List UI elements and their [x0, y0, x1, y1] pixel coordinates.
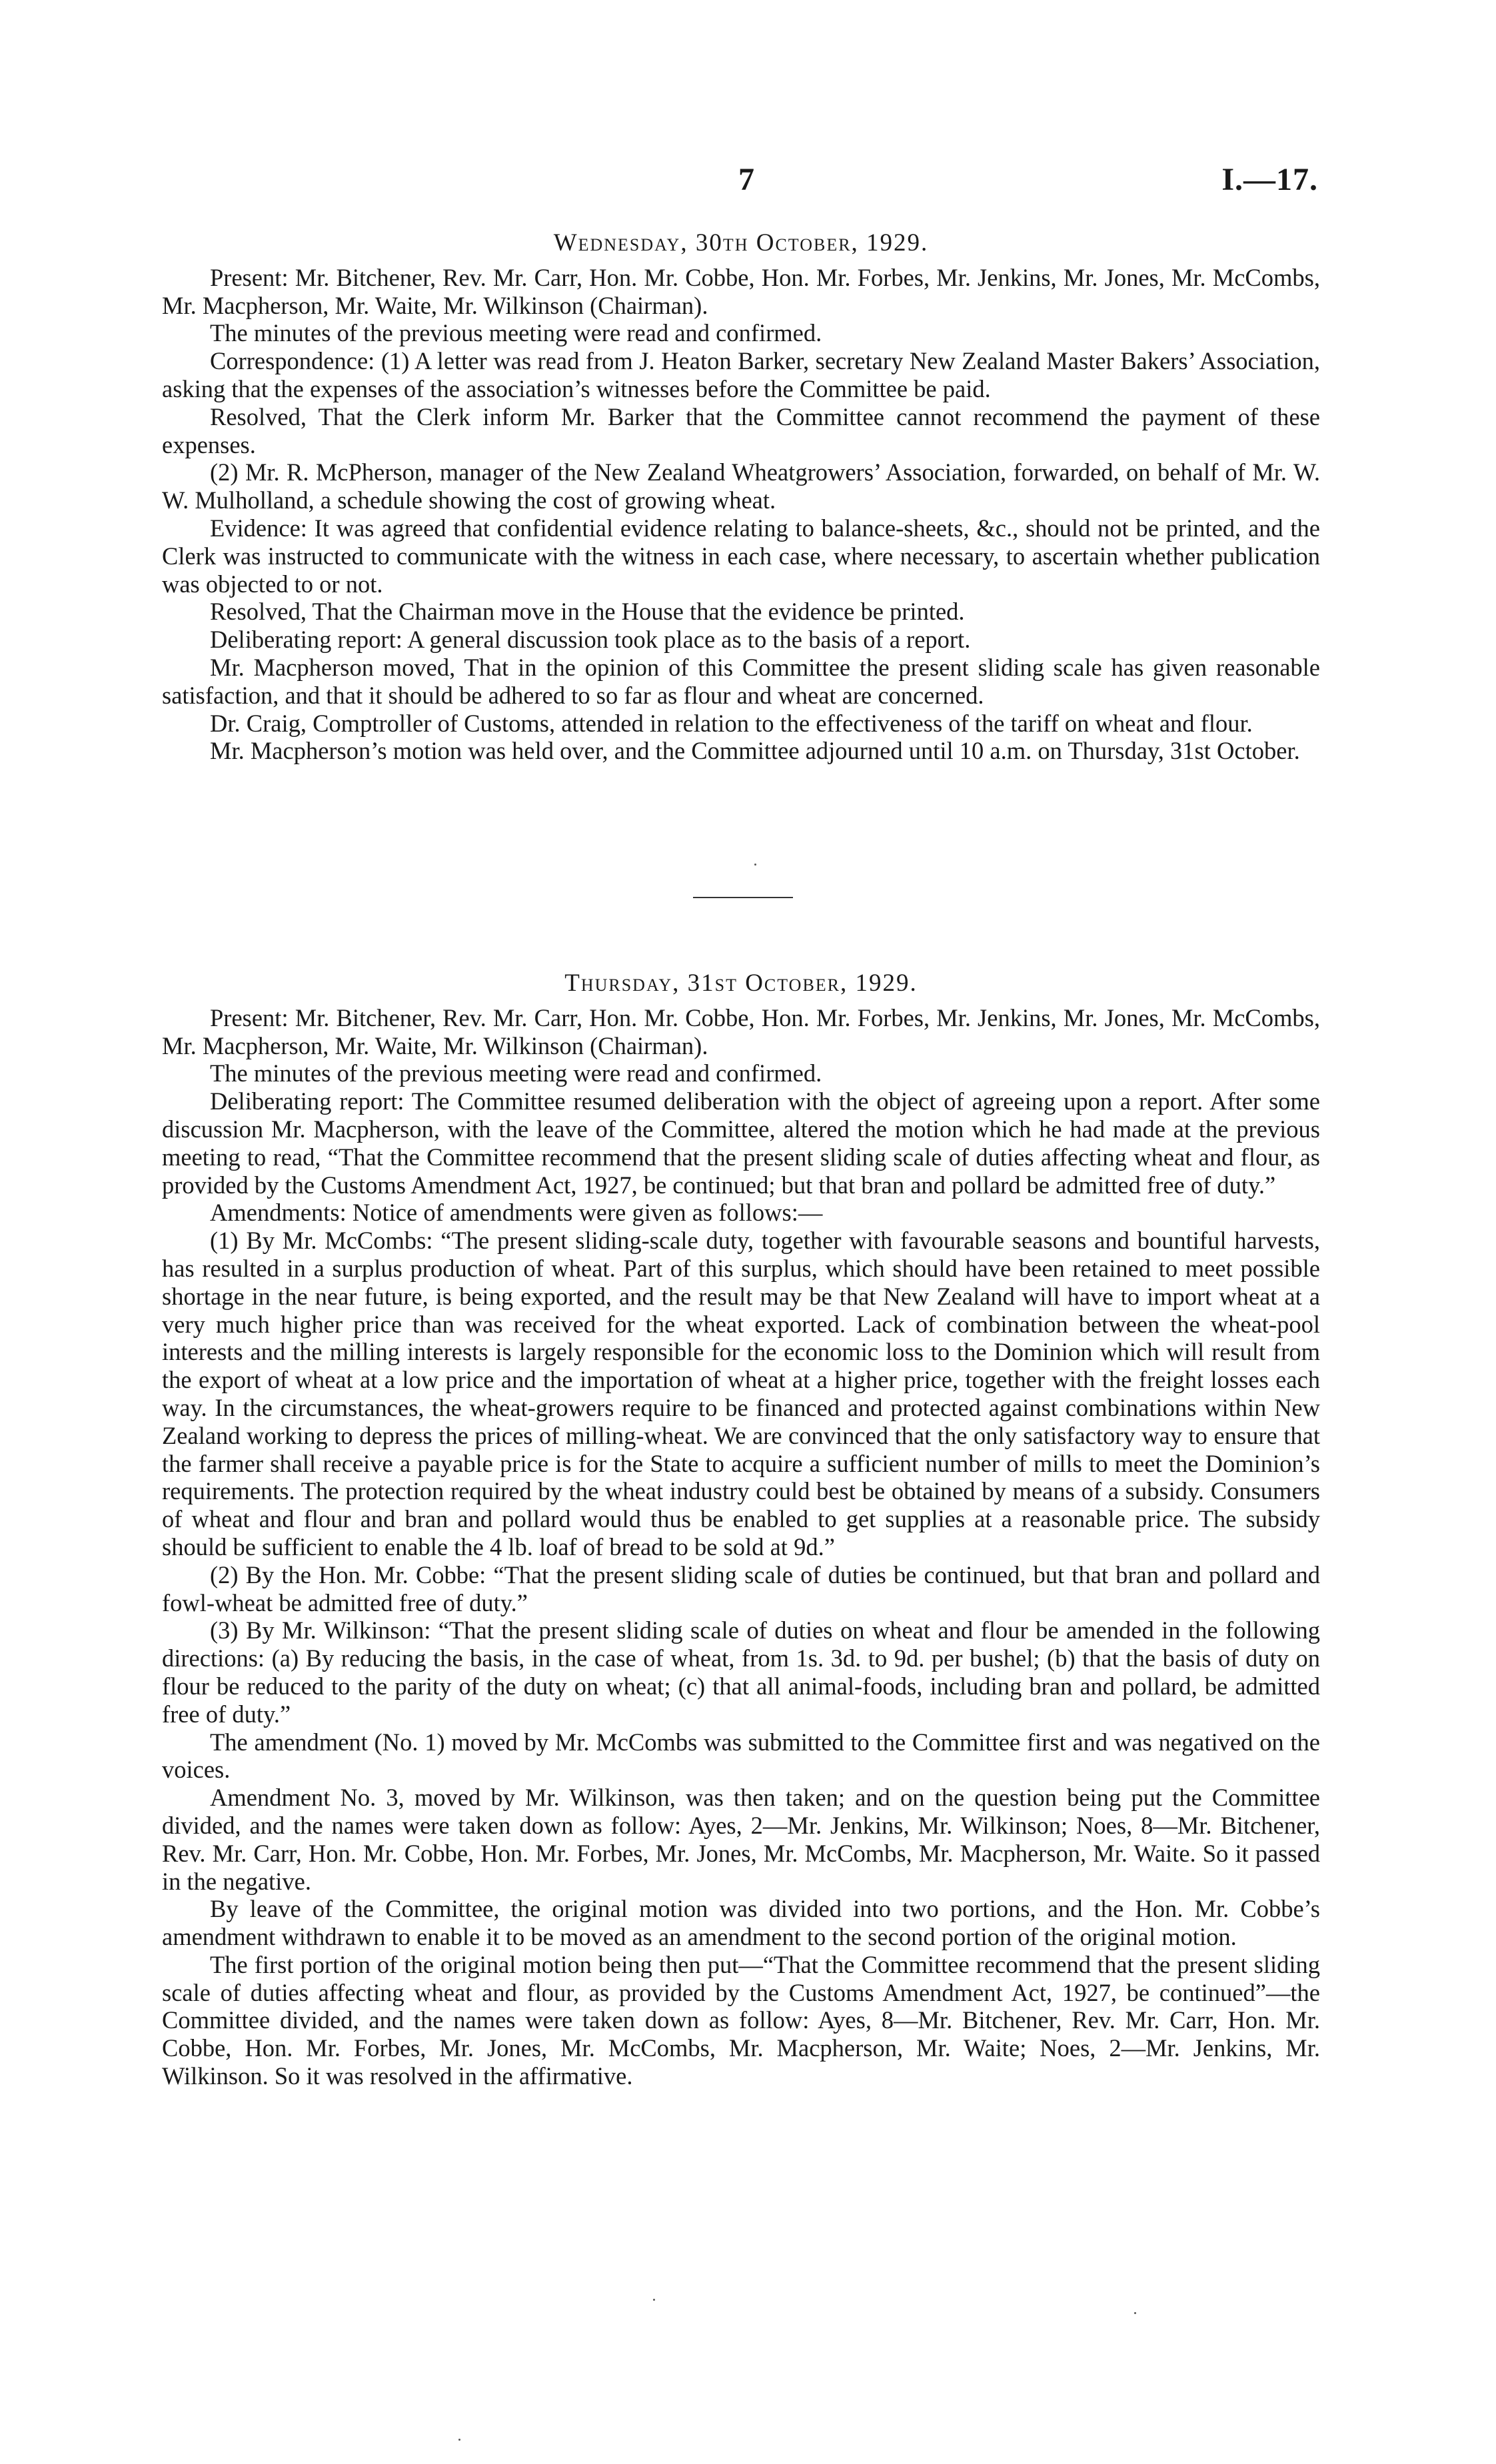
section-divider	[693, 897, 793, 898]
minutes-paragraph: The minutes of the previous meeting were read and confirmed.	[210, 1059, 822, 1087]
motion-division-paragraph: By leave of the Committee, the original motion was divided into two portions, and the Hon. Mr. Cobbe’s amendment withdrawn to enable it to be moved as an amendment to the second portion of the original motion.	[162, 1895, 1320, 1951]
amendment-2-paragraph: (2) By the Hon. Mr. Cobbe: “That the present sliding scale of duties be continued, but that bran and pollard and fowl-wheat be admitted free of duty.”	[162, 1560, 1320, 1616]
present-paragraph: Present: Mr. Bitchener, Rev. Mr. Carr, Hon. Mr. Cobbe, Hon. Mr. Forbes, Mr. Jenkins, Mr. Jones, Mr. McCombs, Mr. Macpherson, Mr. Waite, Mr. Wilkinson (Chairman).	[162, 263, 1320, 319]
deliberating-report-paragraph: Deliberating report: The Committee resumed deliberation with the object of agreeing upon a report. After some discussion Mr. Macpherson, with the leave of the Committee, altered the motion which he had made at the previous meeting to read, “That the Committee recommend that the present sliding scale of duties affecting wheat and flour, as provided by the Customs Amendment Act, 1927, be continued; but that bran and pollard be admitted free of duty.”	[162, 1087, 1320, 1199]
present-paragraph: Present: Mr. Bitchener, Rev. Mr. Carr, Hon. Mr. Cobbe, Hon. Mr. Forbes, Mr. Jenkins, Mr. Jones, Mr. McCombs, Mr. Macpherson, Mr. Waite, Mr. Wilkinson (Chairman).	[162, 1003, 1320, 1059]
paper-speck	[458, 2439, 460, 2441]
attendance-paragraph: Dr. Craig, Comptroller of Customs, attended in relation to the effectiveness of the tariff on wheat and flour.	[210, 709, 1253, 737]
correspondence-paragraph: Correspondence: (1) A letter was read from J. Heaton Barker, secretary New Zealand Master Bakers’ Association, asking that the expenses of the association’s witnesses before the Committee be paid.	[162, 347, 1320, 402]
deliberating-report-paragraph: Deliberating report: A general discussion took place as to the basis of a report.	[210, 626, 971, 654]
paper-speck	[653, 2299, 655, 2301]
paper-speck	[754, 864, 756, 866]
correspondence-item-paragraph: (2) Mr. R. McPherson, manager of the New Zealand Wheatgrowers’ Association, forwarded, on behalf of Mr. W. W. Mulholland, a schedule showing the cost of growing wheat.	[162, 458, 1320, 514]
paper-speck	[1134, 2312, 1136, 2314]
page-number: 7	[738, 162, 754, 197]
resolution-paragraph: Resolved, That the Chairman move in the House that the evidence be printed.	[210, 598, 965, 626]
first-portion-division-paragraph: The first portion of the original motion being then put—“That the Committee recommend that the present sliding scale of duties affecting wheat and flour, as provided by the Customs Amendment Act, 1927, be continued”—the Committee divided, and the names were taken down as follow: Ayes, 8—Mr. Bitchener, Rev. Mr. Carr, Hon. Mr. Cobbe, Hon. Mr. Forbes, Mr. Jones, Mr. McCombs, Mr. Macpherson, Mr. Waite; Noes, 2—Mr. Jenkins, Mr. Wilkinson. So it was resolved in the affirmative.	[162, 1950, 1320, 2090]
document-reference: I.—17.	[1221, 162, 1318, 197]
minutes-paragraph: The minutes of the previous meeting were read and confirmed.	[210, 319, 822, 347]
amendment-1-result-paragraph: The amendment (No. 1) moved by Mr. McCombs was submitted to the Committee first and was negatived on the voices.	[162, 1728, 1320, 1784]
meeting-date-heading: Thursday, 31st October, 1929.	[564, 969, 918, 997]
motion-paragraph: Mr. Macpherson moved, That in the opinion of this Committee the present sliding scale has given reasonable satisfaction, and that it should be adhered to so far as flour and wheat are concerned.	[162, 653, 1320, 709]
meeting-wednesday-30-october	[162, 229, 1320, 765]
meeting-thursday-31-october	[162, 969, 1320, 2090]
amendments-notice-paragraph: Amendments: Notice of amendments were given as follows:—	[210, 1199, 823, 1227]
evidence-paragraph: Evidence: It was agreed that confidential evidence relating to balance-sheets, &c., should not be printed, and the Clerk was instructed to communicate with the witness in each case, where necessary, to ascertain whether publication was objected to or not.	[162, 514, 1320, 598]
amendment-3-division-paragraph: Amendment No. 3, moved by Mr. Wilkinson, was then taken; and on the question being put the Committee divided, and the names were taken down as follow: Ayes, 2—Mr. Jenkins, Mr. Wilkinson; Noes, 8—Mr. Bitchener, Rev. Mr. Carr, Hon. Mr. Cobbe, Hon. Mr. Forbes, Mr. Jones, Mr. McCombs, Mr. Macpherson, Mr. Waite. So it passed in the negative.	[162, 1784, 1320, 1895]
amendment-1-paragraph: (1) By Mr. McCombs: “The present sliding-scale duty, together with favourable seasons and bountiful harvests, has resulted in a surplus production of wheat. Part of this surplus, which should have been retained to meet possible shortage in the near future, is being exported, and the result may be that New Zealand will have to import wheat at a very much higher price than was received for the wheat exported. Lack of combination between the wheat-pool interests and the milling interests is largely responsible for the economic loss to the Dominion which will result from the export of wheat at a low price and the importation of wheat at a higher price, together with the freight losses each way. In the circumstances, the wheat-growers require to be financed and protected against combinations within New Zealand working to depress the prices of milling-wheat. We are convinced that the only satisfactory way to ensure that the farmer shall receive a payable price is for the State to acquire a sufficient number of mills to meet the Dominion’s requirements. The protection required by the wheat industry could best be obtained by means of a subsidy. Consumers of wheat and flour and bran and pollard would thus be enabled to get supplies at a reasonable price. The subsidy should be sufficient to enable the 4 lb. loaf of bread to be sold at 9d.”	[162, 1227, 1320, 1560]
meeting-date-heading: Wednesday, 30th October, 1929.	[553, 229, 929, 257]
adjournment-paragraph: Mr. Macpherson’s motion was held over, and the Committee adjourned until 10 a.m. on Thursday, 31st October.	[210, 737, 1300, 765]
resolution-paragraph: Resolved, That the Clerk inform Mr. Barker that the Committee cannot recommend the payment of these expenses.	[162, 402, 1320, 458]
amendment-3-paragraph: (3) By Mr. Wilkinson: “That the present sliding scale of duties on wheat and flour be amended in the following directions: (a) By reducing the basis, in the case of wheat, from 1s. 3d. to 9d. per bushel; (b) that the basis of duty on flour be reduced to the parity of the duty on wheat; (c) that all animal-foods, including bran and pollard, be admitted free of duty.”	[162, 1616, 1320, 1728]
